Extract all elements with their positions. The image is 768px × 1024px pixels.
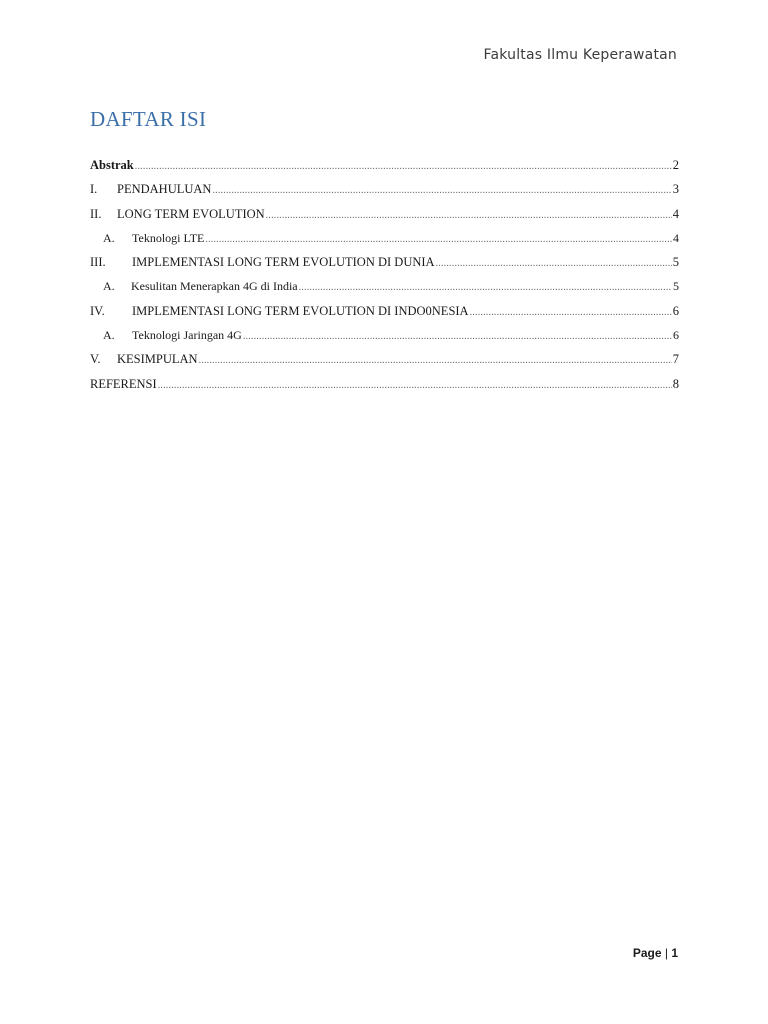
toc-title: DAFTAR ISI: [90, 107, 207, 131]
toc-leader-dots: [436, 258, 672, 269]
page-header: Fakultas Ilmu Keperawatan: [483, 47, 677, 63]
toc-entry-kesimpulan[interactable]: [90, 352, 679, 376]
toc-entry-number: V.: [90, 352, 101, 367]
toc-leader-dots: [266, 210, 672, 221]
toc-entry-teknologi-lte[interactable]: [90, 231, 679, 255]
toc-entry-page: 4: [672, 206, 679, 221]
toc-entry-label: IMPLEMENTASI LONG TERM EVOLUTION DI INDO0NESIA: [132, 303, 469, 318]
toc-leader-dots: [199, 355, 672, 366]
toc-entry-referensi[interactable]: [90, 377, 679, 401]
toc-entry-teknologi-jaringan-4g[interactable]: [90, 328, 679, 352]
toc-entry-page: 2: [672, 158, 679, 172]
toc-entry-number: II.: [90, 206, 102, 221]
toc-entry-number: IV.: [90, 303, 105, 318]
toc-entry-page: 5: [673, 279, 679, 294]
toc-entry-label: REFERENSI: [90, 376, 157, 391]
toc-entry-label: Teknologi LTE: [132, 230, 205, 245]
toc-entry-kesulitan-india[interactable]: [90, 279, 679, 303]
toc-entry-implementasi-indonesia[interactable]: [90, 304, 679, 328]
toc-entry-page: 4: [673, 230, 679, 245]
toc-leader-dots: [205, 234, 672, 245]
table-of-contents: [90, 158, 679, 401]
toc-entry-page: 3: [672, 182, 679, 197]
toc-leader-dots: [299, 282, 672, 293]
toc-leader-dots: [212, 185, 671, 196]
toc-entry-number: A.: [103, 279, 115, 294]
toc-entry-number: I.: [90, 182, 98, 197]
toc-entry-label: IMPLEMENTASI LONG TERM EVOLUTION DI DUNIA: [132, 255, 435, 270]
footer-separator: |: [664, 946, 668, 960]
toc-entry-number: III.: [90, 255, 106, 270]
toc-entry-page: 7: [672, 352, 679, 367]
toc-entry-page: 6: [673, 328, 679, 343]
toc-entry-pendahuluan[interactable]: [90, 182, 679, 206]
toc-entry-label: Teknologi Jaringan 4G: [132, 328, 242, 343]
toc-leader-dots: [243, 331, 672, 342]
toc-entry-label: Abstrak: [90, 158, 134, 172]
footer-page-number: 1: [671, 946, 678, 960]
toc-entry-label: LONG TERM EVOLUTION: [117, 206, 265, 221]
toc-entry-implementasi-dunia[interactable]: [90, 255, 679, 279]
toc-entry-long-term-evolution[interactable]: [90, 207, 679, 231]
toc-leader-dots: [158, 380, 672, 391]
toc-entry-number: A.: [103, 328, 115, 343]
toc-leader-dots: [135, 161, 672, 172]
toc-entry-page: 6: [672, 303, 679, 318]
toc-entry-page: 8: [672, 376, 679, 391]
toc-entry-label: Kesulitan Menerapkan 4G di India: [131, 279, 298, 294]
toc-entry-page: 5: [672, 255, 679, 270]
page-footer: [633, 946, 678, 960]
toc-entry-label: KESIMPULAN: [117, 352, 198, 367]
footer-page-label: Page: [632, 946, 662, 960]
toc-entry-abstrak[interactable]: [90, 158, 679, 182]
toc-leader-dots: [470, 307, 672, 318]
toc-entry-label: PENDAHULUAN: [117, 182, 212, 197]
toc-entry-number: A.: [103, 230, 115, 245]
